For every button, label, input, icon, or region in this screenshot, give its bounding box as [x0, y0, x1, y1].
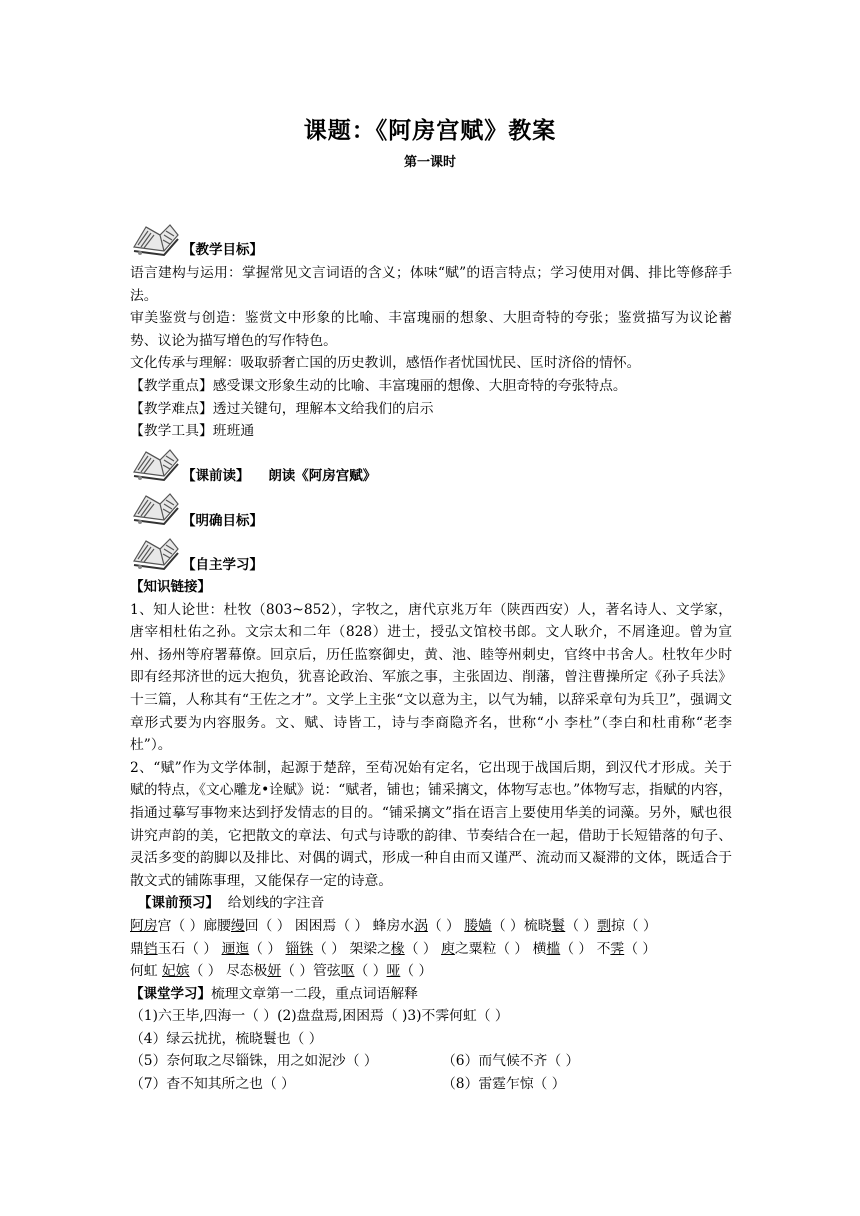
section-heading-preread	[182, 467, 376, 485]
preview-text: （ ）	[404, 940, 442, 957]
exercise-row	[130, 1028, 732, 1051]
knowledge-heading: 【知识链接】	[130, 579, 211, 595]
preview-text: 掠（ ）	[611, 917, 657, 934]
exercise-row	[130, 1050, 732, 1073]
underlined-word: 哑	[386, 963, 401, 980]
preview-text: 宫（ ）廊腰	[157, 917, 231, 934]
exercise-item: （6）而气候不齐（ ）	[442, 1053, 580, 1070]
preview-text: （ ）	[400, 963, 433, 980]
teaching-difficulty-text: 透过关键句，理解本文给我们的启示	[212, 400, 434, 417]
teaching-tool-text: 班班通	[212, 423, 255, 440]
classroom-heading-line	[130, 983, 732, 1006]
exercise-item: （5）奈何取之尽锱铢，用之如泥沙（ ）	[130, 1053, 378, 1070]
underlined-word: 槛	[546, 940, 561, 957]
preview-text: （ ）梳晓	[491, 917, 552, 934]
preview-heading-line	[130, 892, 732, 915]
preview-text: 鼎	[130, 940, 144, 957]
preview-instruction: 给划线的字注音	[227, 895, 325, 912]
preview-text: 何虹	[130, 963, 162, 980]
goals-block	[130, 262, 732, 443]
classroom-exercises	[130, 1005, 732, 1095]
preread-text: 朗读《阿房宫赋》	[268, 468, 377, 484]
underlined-word: 霁	[610, 940, 625, 957]
classroom-instruction: 梳理文章第一二段，重点词语解释	[211, 985, 418, 1002]
preread-label: 【课前读】	[182, 468, 250, 484]
teaching-difficulty-label: 【教学难点】	[130, 400, 213, 417]
preview-text: （ ）	[565, 917, 598, 934]
preview-text: （ ）	[427, 917, 465, 934]
goal-culture: 文化传承与理解：吸取骄奢亡国的历史教训，感悟作者忧国忧民、匡时济俗的情怀。	[130, 355, 641, 372]
section-heading-clarify: 【明确目标】	[182, 513, 263, 529]
open-book-icon	[130, 490, 182, 528]
preview-text: （ ）管弦	[281, 963, 341, 980]
section-heading-self-study: 【自主学习】	[182, 557, 263, 573]
knowledge-block	[130, 576, 732, 1096]
underlined-word: 媵嫱	[464, 917, 492, 934]
teaching-tool-label: 【教学工具】	[130, 423, 213, 440]
underlined-word: 椽	[390, 940, 405, 957]
exercise-row	[130, 1073, 732, 1096]
preview-line-2	[130, 938, 732, 961]
preview-text: （ ） 不	[560, 940, 611, 957]
open-book-icon	[130, 221, 182, 259]
preview-text: （ ）	[624, 940, 657, 957]
underlined-word: 阿房	[130, 917, 158, 934]
teaching-key-line	[130, 375, 732, 398]
underlined-word: 剽	[597, 917, 611, 934]
underlined-word: 妃嫔	[161, 963, 190, 980]
classroom-label: 【课堂学习】	[130, 985, 211, 1002]
preview-text: （ ） 架梁之	[313, 940, 391, 957]
exercise-item: （7）杳不知其所之也（ ）	[130, 1076, 295, 1093]
underlined-word: 庾	[441, 940, 455, 957]
teaching-key-text: 感受课文形象生动的比喻、丰富瑰丽的想像、大胆奇特的夸张特点。	[212, 377, 627, 394]
underlined-word: 呕	[340, 963, 355, 980]
knowledge-paragraph-1: 1、知人论世：杜牧（803~852），字牧之，唐代京兆万年（陕西西安）人，著名诗人、文学家，唐宰相杜佑之孙。文宗太和二年（828）进士，授弘文馆校书郎。文人耿介，不屑逢迎。曾为宣州、扬州等府署幕僚。回京后，历任监察御史，黄、池、睦等州刺史，官终中书舍人。杜牧年少时即有经邦济世的远大抱负，犹喜论政治、军旅之事，主张固边、削藩，曾注曹操所定《孙子兵法》十三篇，人称其有“王佐之才”。文学上主张“文以意为主，以气为辅，以辞采章句为兵卫”，强调文章形式要为内容服务。文、赋、诗皆工，诗与李商隐齐名，世称“小 李杜”（李白和杜甫称“老李杜”）。	[130, 601, 732, 754]
preview-line-3	[130, 960, 732, 983]
underlined-word: 锱铢	[285, 940, 314, 957]
open-book-icon	[130, 535, 182, 573]
section-heading-goals: 【教学目标】	[182, 242, 263, 258]
teaching-difficulty-line	[130, 398, 732, 421]
exercise-item: （1)六王毕,四海一（ ）(2)盘盘焉,困困焉（ )3)不霁何虹（ ）	[130, 1008, 509, 1025]
preview-text: 玉石（ ）	[157, 940, 222, 957]
exercise-row	[130, 1005, 732, 1028]
underlined-word: 妍	[267, 963, 282, 980]
exercise-item: （4）绿云扰扰，梳晓鬟也（ ）	[130, 1030, 323, 1047]
preview-text: 回（ ） 困困焉（ ） 蜂房水	[244, 917, 415, 934]
teaching-tool-line	[130, 420, 732, 443]
underlined-word: 铛	[143, 940, 158, 957]
goal-language: 语言建构与运用：掌握常见文言词语的含义；体味“赋”的语言特点；学习使用对偶、排比等修辞手法。	[130, 265, 732, 304]
preview-text: （ ）	[249, 940, 286, 957]
underlined-word: 鬟	[551, 917, 566, 934]
underlined-word: 逦迤	[221, 940, 250, 957]
open-book-icon	[130, 446, 182, 484]
goal-aesthetic: 审美鉴赏与创造：鉴赏文中形象的比喻、丰富瑰丽的想象、大胆奇特的夸张；鉴赏描写为议论蓄势、议论为描写增色的写作特色。	[130, 310, 732, 349]
underlined-word: 涡	[414, 917, 428, 934]
page-title: 课题：《阿房宫赋》教案	[303, 118, 557, 144]
preview-text: （ ）	[354, 963, 387, 980]
page-subtitle: 第一课时	[403, 155, 456, 170]
knowledge-paragraph-2: 2、“赋”作为文学体制，起源于楚辞，至荀况始有定名，它出现于战国后期，到汉代才形成。关于赋的特点，《文心雕龙•诠赋》说：“赋者，铺也；铺采摛文，体物写志也。”体物写志，指赋的内容，指通过摹写事物来达到抒发情志的目的。“铺采摛文”指在语言上要使用华美的词藻。另外，赋也很讲究声韵的美，它把散文的章法、句式与诗歌的韵律、节奏结合在一起，借助于长短错落的句子、灵活多变的韵脚以及排比、对偶的调式，形成一种自由而又谨严、流动而又凝滞的文体，既适合于散文式的铺陈事理，又能保存一定的诗意。	[130, 759, 732, 889]
teaching-key-label: 【教学重点】	[130, 377, 213, 394]
preview-line-1	[130, 915, 732, 938]
exercise-item: （8）雷霆乍惊（ ）	[442, 1076, 566, 1093]
preview-text: 之粟粒（ ） 横	[454, 940, 547, 957]
underlined-word: 缦	[230, 917, 245, 934]
preview-label: 【课前预习】	[138, 895, 219, 912]
preview-text: （ ） 尽态极	[189, 963, 268, 980]
